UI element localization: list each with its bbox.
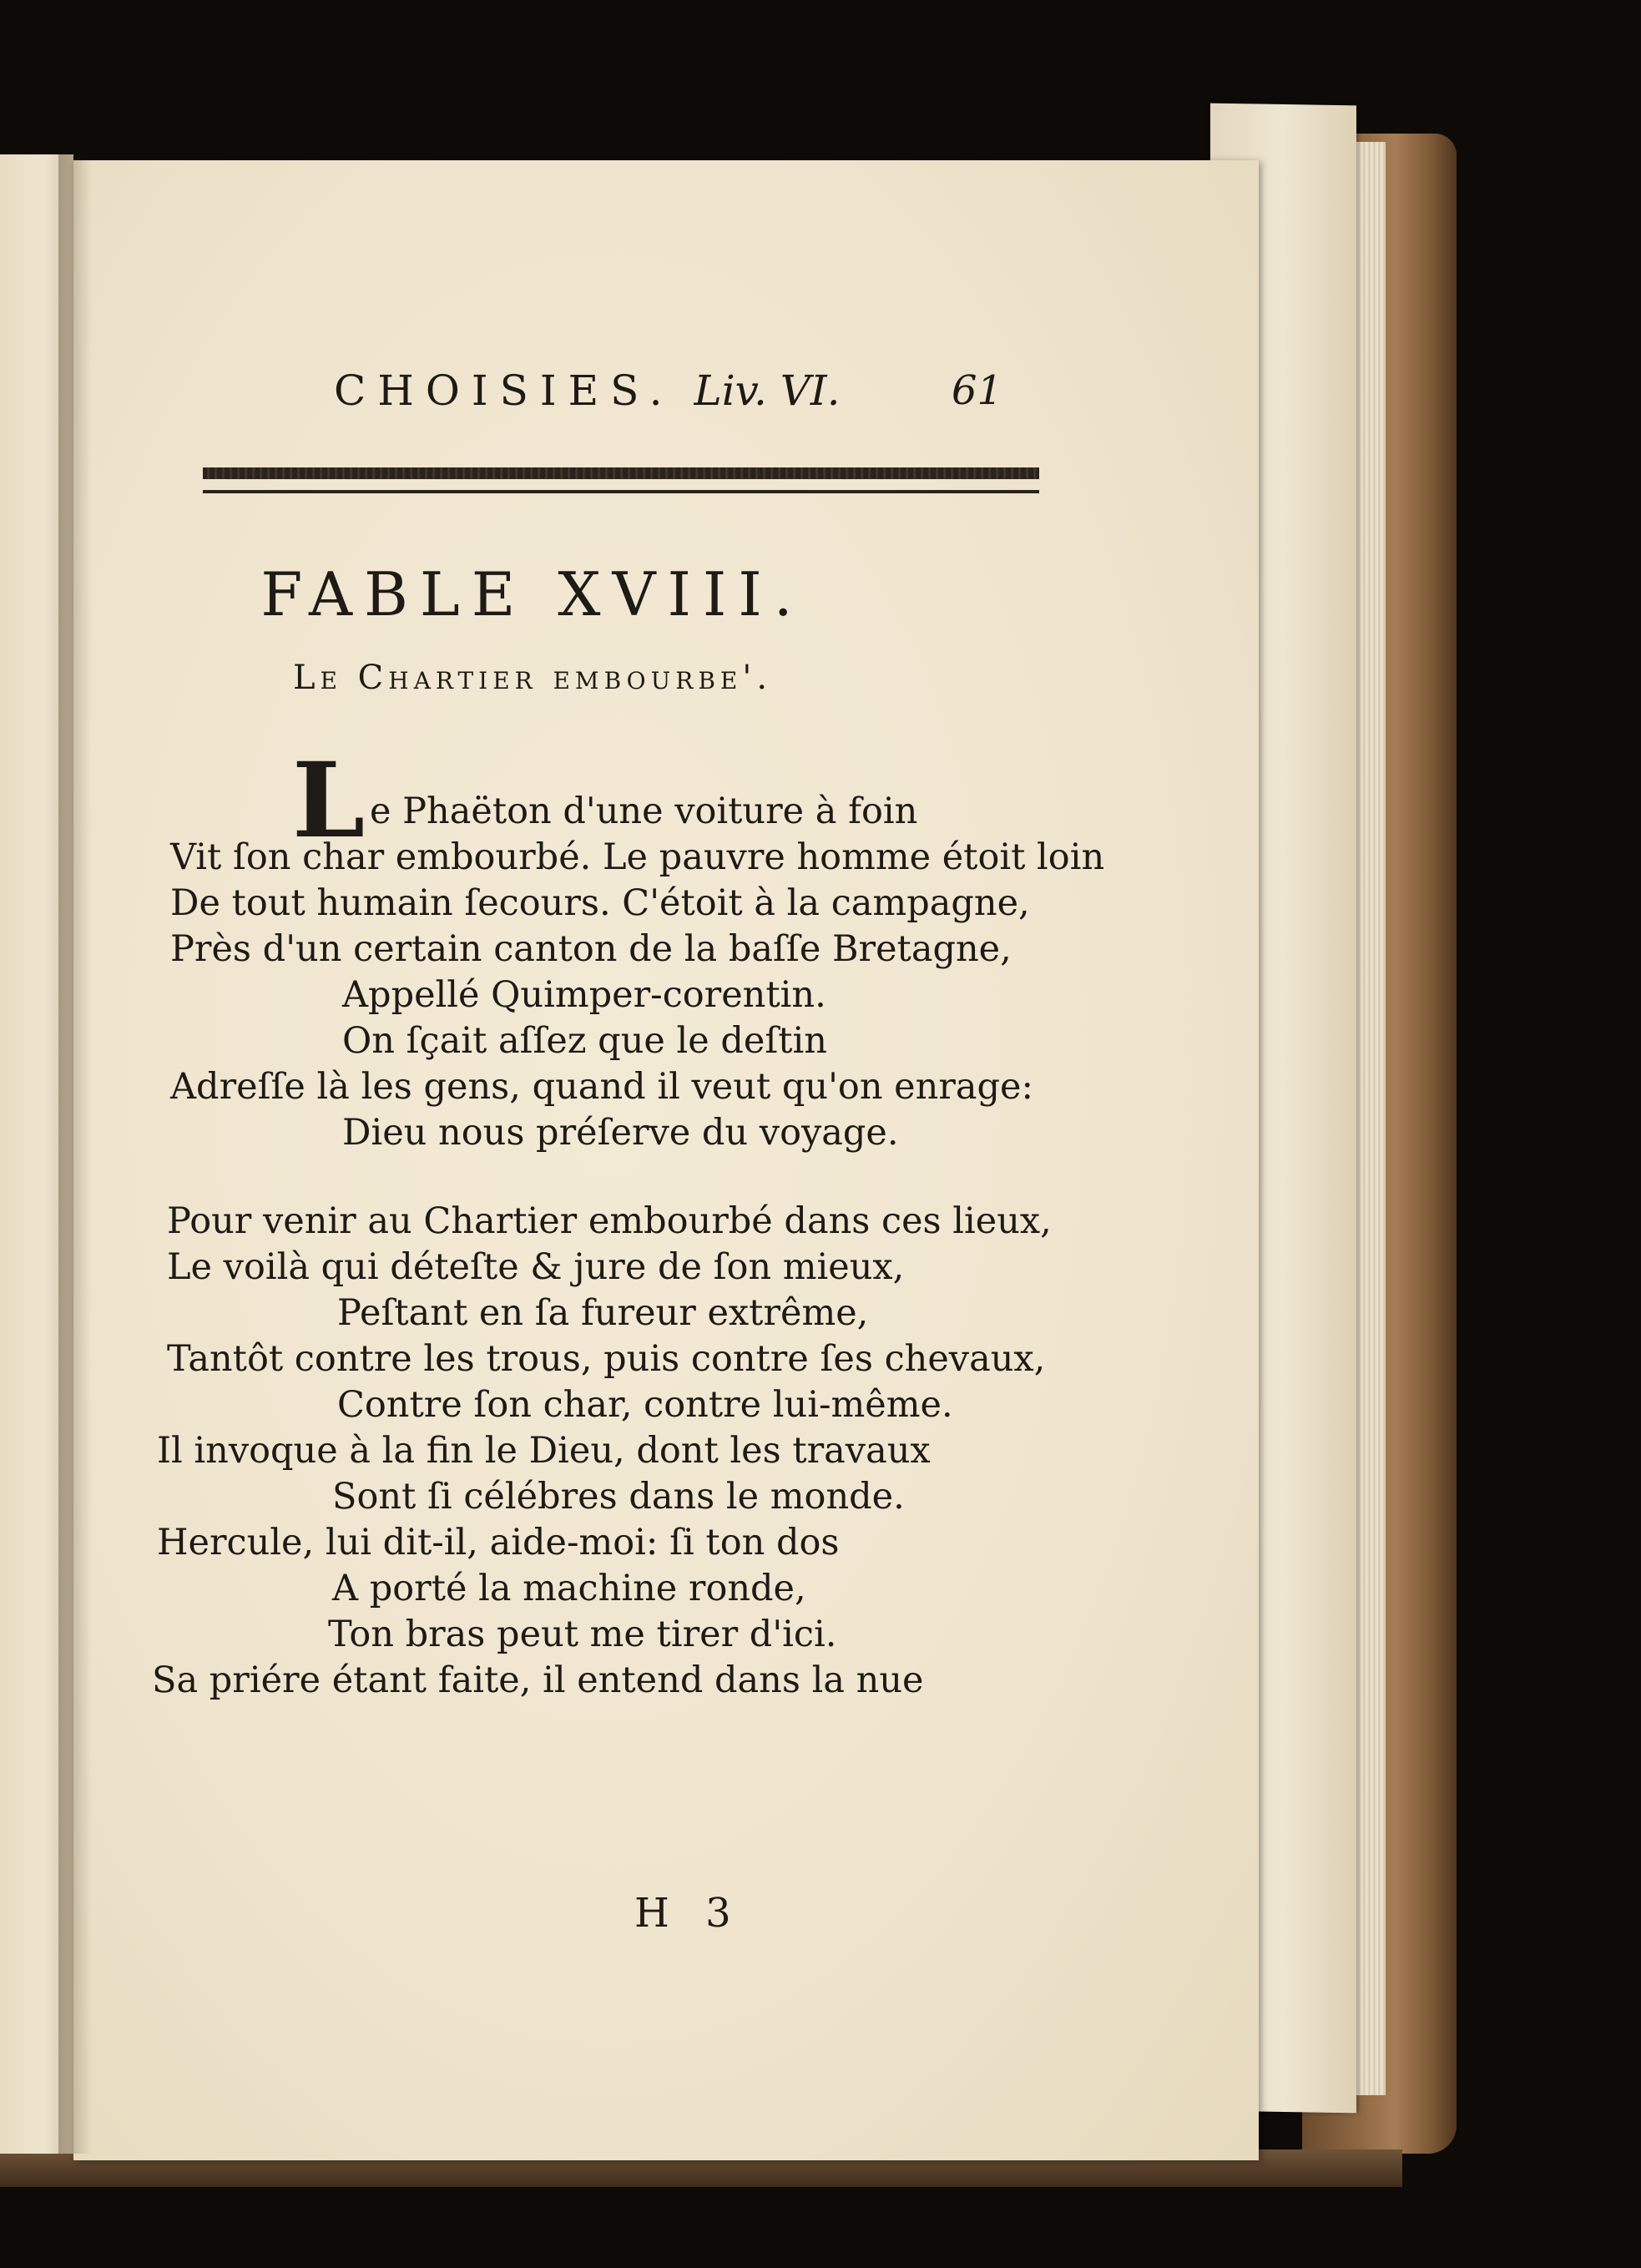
verse-line: A porté la machine ronde, [332, 1568, 806, 1609]
running-title: CHOISIES. [334, 366, 674, 415]
drop-cap: L [292, 740, 366, 861]
verse-line: Sa priére étant faite, il entend dans la nue [152, 1659, 924, 1701]
fable-title: FABLE XVIII. [260, 559, 805, 629]
verse-line: De tout humain ſecours. C'étoit à la campagne, [170, 882, 1030, 924]
page [73, 160, 1259, 2160]
fable-subtitle: Le Chartier embourbe'. [292, 659, 773, 697]
book-number: Liv. VI. [694, 366, 841, 415]
running-header [334, 357, 1085, 424]
thin-rule [203, 490, 1039, 493]
verse-line: Sont ſi célébres dans le monde. [332, 1476, 905, 1518]
verse-line: Pour venir au Chartier embourbé dans ces lieux, [167, 1200, 1052, 1242]
verse-line: Appellé Quimper-corentin. [342, 974, 826, 1016]
verse-line: Hercule, lui dit-il, aide-moi: ſi ton dos [157, 1522, 840, 1563]
page-number: 61 [952, 367, 1003, 414]
verse-line: Près d'un certain canton de la baſſe Bretagne, [170, 928, 1012, 970]
verse-line: Adreſſe là les gens, quand il veut qu'on enrage: [170, 1066, 1033, 1108]
verse-line: Peſtant en ſa fureur extrême, [337, 1292, 869, 1334]
ornamental-rule [203, 467, 1039, 479]
verse-line: Tantôt contre les trous, puis contre ſes chevaux, [167, 1338, 1046, 1380]
catchword: H 3 [634, 1890, 743, 1937]
verse-line: Vit ſon char embourbé. Le pauvre homme étoit loin [170, 836, 1105, 878]
verse-line: Le voilà qui déteſte & jure de ſon mieux, [167, 1246, 905, 1288]
verse-line: e Phaëton d'une voiture à foin [370, 791, 918, 832]
verse-line: Ton bras peut me tirer d'ici. [328, 1614, 837, 1655]
verse-line: On ſçait aſſez que le deſtin [342, 1020, 828, 1062]
verse-line: Dieu nous préſerve du voyage. [342, 1112, 899, 1154]
verse-line: Il invoque à la fin le Dieu, dont les travaux [157, 1430, 931, 1472]
verse-line: Contre ſon char, contre lui-même. [337, 1384, 953, 1426]
gutter-shadow [58, 154, 92, 2154]
